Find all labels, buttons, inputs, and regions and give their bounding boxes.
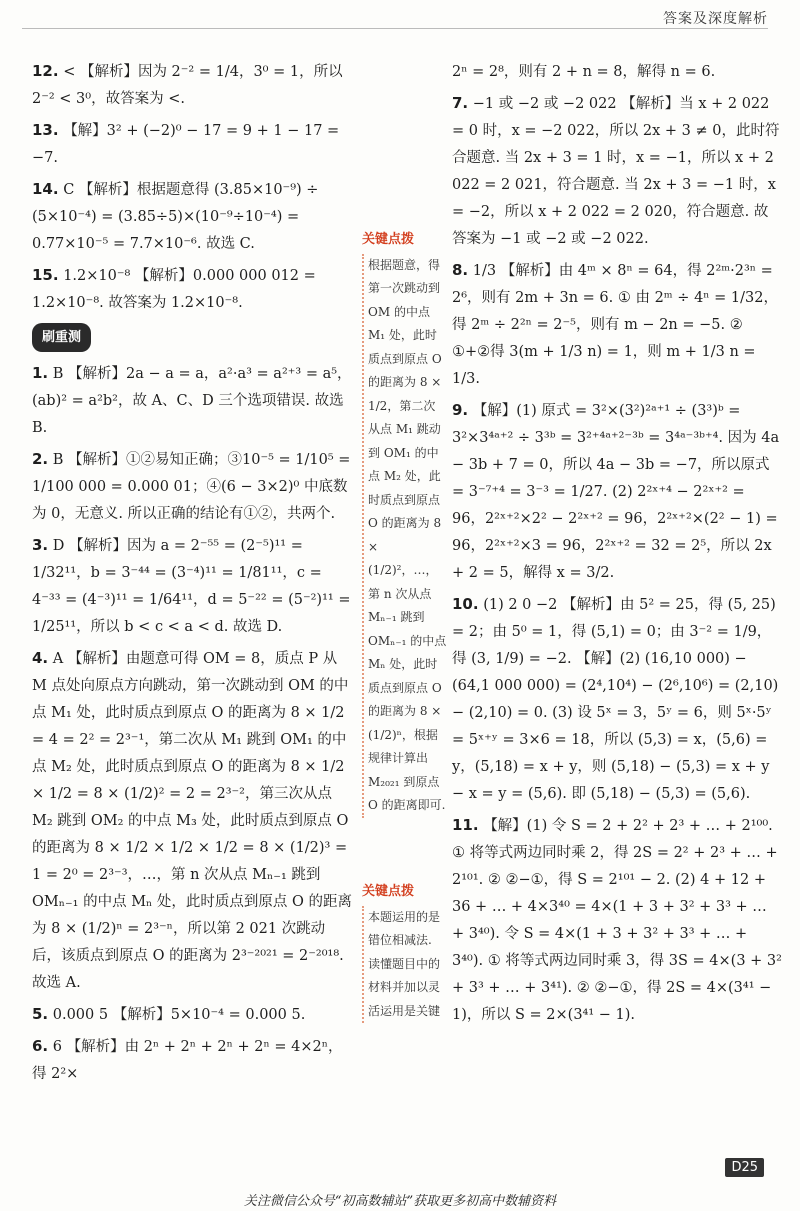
item-text: B 【解析】2a − a = a，a²·a³ = a²⁺³ = a⁵，(ab)² = a²b²，故 A、C、D 三个选项错误. 故选 B. [32, 366, 352, 436]
item-text: 【解】3² + (−2)⁰ − 17 = 9 + 1 − 17 = −7. [32, 123, 340, 166]
item-number: 10. [452, 595, 479, 613]
item-number: 2. [32, 450, 49, 468]
item-text: B 【解析】①②易知正确；③10⁻⁵ = 1/10⁵ = 1/100 000 = 0.000 01；④(6 − 3×2)⁰ 中底数为 0，无意义. 所以正确的结论有①②，共两个. [32, 452, 351, 522]
answer-item [32, 645, 354, 997]
item-text: 【解】(1) 原式 = 3²×(3²)²ᵃ⁺¹ ÷ (3³)ᵇ = 3²×3⁴ᵃ⁺² ÷ 3³ᵇ = 3²⁺⁴ᵃ⁺²⁻³ᵇ = 3⁴ᵃ⁻³ᵇ⁺⁴. 因为 4a − 3b + 7 = 0，所以 4a − 3b = −7，所以原式 = 3⁻⁷⁺⁴ = 3⁻³ = 1/27. (2) 2²ˣ⁺⁴ − 2²ˣ⁺² = 96，2²ˣ⁺²×2² − 2²ˣ⁺² = 96，2²ˣ⁺²×(2² − 1) = 96，2²ˣ⁺²×3 = 96，2²ˣ⁺² = 32 = 2⁵，所以 2x + 2 = 5，解得 x = 3/2. [452, 403, 780, 581]
item-text: D 【解析】因为 a = 2⁻⁵⁵ = (2⁻⁵)¹¹ = 1/32¹¹，b = 3⁻⁴⁴ = (3⁻⁴)¹¹ = 1/81¹¹，c = 4⁻³³ = (4⁻³)¹¹ = 1/64¹¹，d = 5⁻²² = (5⁻²)¹¹ = 1/25¹¹，所以 b < c < a < d. 故选 D. [32, 538, 351, 635]
answer-item [32, 360, 354, 442]
item-text: C 【解析】根据题意得 (3.85×10⁻⁹) ÷ (5×10⁻⁴) = (3.85÷5)×(10⁻⁹÷10⁻⁴) = 0.77×10⁻⁵ = 7.7×10⁻⁶. 故选 C. [32, 182, 319, 252]
answer-item [32, 58, 354, 113]
answer-item [32, 1001, 354, 1029]
section-badge: 刷重测 [32, 323, 91, 352]
item-text: 【解】(1) 令 S = 2 + 2² + 2³ + … + 2¹⁰⁰. ① 将等式两边同时乘 2，得 2S = 2² + 2³ + … + 2¹⁰¹. ② ②−①，得 S = 2¹⁰¹ − 2. (2) 4 + 12 + 36 + … + 4×3⁴⁰ = 4×(1 + 3 + 3² + 3³ + … + 3⁴⁰). 令 S = 4×(1 + 3 + 3² + 3³ + … + 3⁴⁰). ① 将等式两边同时乘 3，得 3S = 4×(3 + 3² + 3³ + … + 3⁴¹). ② ②−①，得 2S = 4×(3⁴¹ − 1)，所以 S = 2×(3⁴¹ − 1). [452, 818, 782, 1023]
item-text: 1/3 【解析】由 4ᵐ × 8ⁿ = 64，得 2²ᵐ·2³ⁿ = 2⁶，则有 2m + 3n = 6. ① 由 2ᵐ ÷ 4ⁿ = 1/32，得 2ᵐ ÷ 2²ⁿ = 2⁻⁵，则有 m − 2n = −5. ② ①+②得 3(m + 1/3 n) = 1，则 m + 1/3 n = 1/3. [452, 263, 778, 387]
item-text: 1.2×10⁻⁸ 【解析】0.000 000 012 = 1.2×10⁻⁸. 故答案为 1.2×10⁻⁸. [32, 268, 316, 311]
answer-item [452, 90, 782, 253]
answer-item [32, 262, 354, 317]
answer-item [32, 117, 354, 172]
key-tip-note [362, 228, 447, 818]
item-number: 9. [452, 401, 469, 419]
header-divider [22, 28, 768, 29]
item-number: 1. [32, 364, 49, 382]
key-tip-text: 本题运用的是错位相减法. 读懂题目中的材料并加以灵活运用是关键 [362, 906, 447, 1024]
answer-item [452, 257, 782, 393]
item-number: 7. [452, 94, 469, 112]
item-text: 6 【解析】由 2ⁿ + 2ⁿ + 2ⁿ + 2ⁿ = 4×2ⁿ，得 2²× [32, 1039, 343, 1082]
answer-item [452, 591, 782, 808]
item-number: 4. [32, 649, 49, 667]
answer-item [452, 397, 782, 587]
section-header [32, 323, 354, 352]
key-tip-note [362, 880, 447, 1023]
page-number: D25 [725, 1158, 764, 1177]
answer-item [452, 58, 782, 86]
item-text: −1 或 −2 或 −2 022 【解析】当 x + 2 022 = 0 时，x = −2 022，所以 2x + 3 ≠ 0，此时符合题意. 当 2x + 3 = 1 时，x = −1，所以 x + 2 022 = 2 021，符合题意. 当 2x + 3 = −1 时，x = −2，所以 x + 2 022 = 2 020，符合题意. 故答案为 −1 或 −2 或 −2 022. [452, 96, 780, 247]
answer-item [32, 1033, 354, 1088]
item-text: A 【解析】由题意可得 OM = 8，质点 P 从 M 点处向原点方向跳动，第一次跳动到 OM 的中点 M₁ 处，此时质点到原点 O 的距离为 8 × 1/2 = 4 = 2² = 2³⁻¹，第二次从 M₁ 跳到 OM₁ 的中点 M₂ 处，此时质点到原点 O 的距离为 8 × 1/2 × 1/2 = 8 × (1/2)² = 2 = 2³⁻²，第三次从点 M₂ 跳到 OM₂ 的中点 M₃ 处，此时质点到原点 O 的距离为 8 × 1/2 × 1/2 × 1/2 = 8 × (1/2)³ = 1 = 2⁰ = 2³⁻³，…，第 n 次从点 Mₙ₋₁ 跳到 OMₙ₋₁ 的中点 Mₙ 处，此时质点到原点 O 的距离为 8 × (1/2)ⁿ = 2³⁻ⁿ，所以第 2 021 次跳动后，该质点到原点 O 的距离为 2³⁻²⁰²¹ = 2⁻²⁰¹⁸. 故选 A. [32, 651, 353, 991]
item-text: < 【解析】因为 2⁻² = 1/4，3⁰ = 1，所以 2⁻² < 3⁰，故答案为 <. [32, 64, 343, 107]
item-number: 5. [32, 1005, 49, 1023]
right-column [452, 58, 782, 1033]
item-number: 13. [32, 121, 59, 139]
answer-item [32, 532, 354, 641]
answer-item [32, 176, 354, 258]
item-number: 6. [32, 1037, 49, 1055]
item-number: 8. [452, 261, 469, 279]
left-column [32, 58, 354, 1092]
item-number: 3. [32, 536, 49, 554]
item-number: 12. [32, 62, 59, 80]
item-text: (1) 2 0 −2 【解析】由 5² = 25，得 (5, 25) = 2；由 5⁰ = 1，得 (5,1) = 0；由 3⁻² = 1/9，得 (3, 1/9) = −2. 【解】(2) (16,10 000) − (64,1 000 000) = (2⁴,10⁴) − (2⁶,10⁶) = (2,10) − (2,10) = 0. (3) 设 5ˣ = 3，5ʸ = 6，则 5ˣ·5ʸ = 5ˣ⁺ʸ = 3×6 = 18，所以 (5,3) = x，(5,6) = y，(5,18) = x + y，则 (5,18) − (5,3) = x + y − x = y = (5,6). 即 (5,18) − (5,3) = (5,6). [452, 597, 779, 802]
item-number: 11. [452, 816, 479, 834]
answer-item [32, 446, 354, 528]
key-tip-title: 关键点拨 [362, 884, 415, 899]
page-header: 答案及深度解析 [663, 11, 768, 27]
key-tip-title: 关键点拨 [362, 232, 415, 247]
key-tip-text: 根据题意，得第一次跳动到 OM 的中点 M₁ 处，此时质点到原点 O 的距离为 8 × 1/2，第二次从点 M₁ 跳动到 OM₁ 的中点 M₂ 处，此时质点到原点 O 的距离为 8 × (1/2)²，…，第 n 次从点 Mₙ₋₁ 跳到 OMₙ₋₁ 的中点 Mₙ 处，此时质点到原点 O 的距离为 8 × (1/2)ⁿ，根据规律计算出 M₂₀₂₁ 到原点 O 的距离即可. [362, 254, 447, 818]
footer-note: 关注微信公众号“初高数辅站”获取更多初高中数辅资料 [243, 1194, 557, 1209]
item-text: 2ⁿ = 2⁸，则有 2 + n = 8，解得 n = 6. [452, 64, 716, 80]
answer-item [452, 812, 782, 1029]
item-text: 0.000 5 【解析】5×10⁻⁴ = 0.000 5. [52, 1007, 306, 1023]
item-number: 14. [32, 180, 59, 198]
item-number: 15. [32, 266, 59, 284]
